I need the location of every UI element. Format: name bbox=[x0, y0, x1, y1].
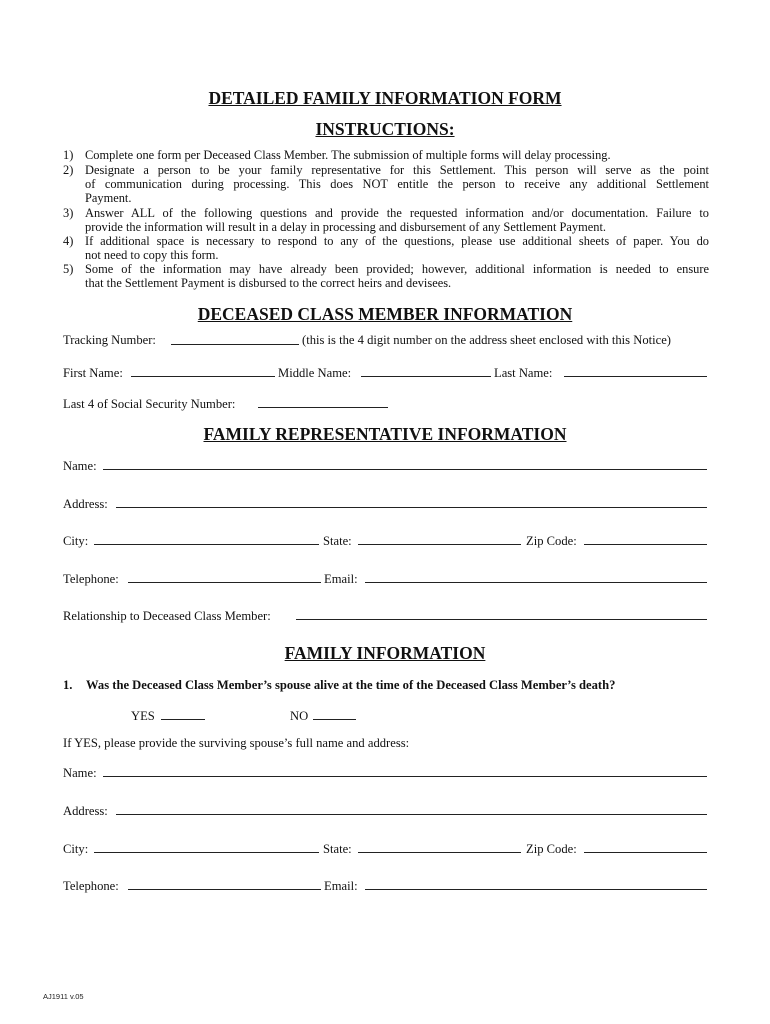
rep-state-field[interactable] bbox=[358, 544, 521, 545]
tracking-number-note: (this is the 4 digit number on the address sheet enclosed with this Notice) bbox=[302, 333, 671, 347]
ssn-label: Last 4 of Social Security Number: bbox=[63, 397, 236, 411]
instruction-line: Answer ALL of the following questions and provide the requested information and/or documentation. Failure to bbox=[85, 206, 709, 220]
spouse-zip-field[interactable] bbox=[584, 852, 707, 853]
middle-name-label: Middle Name: bbox=[278, 366, 352, 380]
rep-state-label: State: bbox=[323, 534, 352, 548]
instruction-number: 1) bbox=[63, 148, 74, 162]
instruction-line: that the Settlement Payment is disbursed to the correct heirs and devisees. bbox=[85, 276, 452, 291]
ssn-field[interactable] bbox=[258, 407, 388, 408]
spouse-telephone-label: Telephone: bbox=[63, 879, 119, 893]
rep-city-field[interactable] bbox=[94, 544, 319, 545]
representative-section-heading: FAMILY REPRESENTATIVE INFORMATION bbox=[203, 424, 567, 444]
instruction-line: If additional space is necessary to respond to any of the questions, please use additional sheets of paper. You do bbox=[85, 234, 709, 248]
instruction-text bbox=[85, 163, 709, 206]
form-version-code: AJ1911 v.05 bbox=[43, 992, 84, 1001]
instructions-heading: INSTRUCTIONS: bbox=[315, 119, 455, 139]
instruction-number: 4) bbox=[63, 234, 74, 248]
instruction-line: Complete one form per Deceased Class Member. The submission of multiple forms will delay processing. bbox=[85, 148, 611, 162]
form-title: DETAILED FAMILY INFORMATION FORM bbox=[208, 88, 562, 108]
rep-city-label: City: bbox=[63, 534, 89, 548]
spouse-no-field[interactable] bbox=[313, 719, 356, 720]
instruction-text bbox=[85, 262, 709, 290]
spouse-address-field[interactable] bbox=[116, 814, 707, 815]
first-name-field[interactable] bbox=[131, 376, 275, 377]
rep-name-label: Name: bbox=[63, 459, 97, 473]
instruction-text bbox=[85, 206, 709, 234]
spouse-city-field[interactable] bbox=[94, 852, 319, 853]
instruction-line: not need to copy this form. bbox=[85, 248, 219, 263]
instruction-line: Some of the information may have already been provided; however, additional information is needed to ensure bbox=[85, 262, 709, 276]
tracking-number-label: Tracking Number: bbox=[63, 333, 156, 347]
spouse-name-label: Name: bbox=[63, 766, 97, 780]
instruction-line: of communication during processing. This does NOT entitle the person to receive any additional Settlement bbox=[85, 177, 709, 192]
rep-telephone-label: Telephone: bbox=[63, 572, 119, 586]
rep-zip-label: Zip Code: bbox=[526, 534, 577, 548]
spouse-telephone-field[interactable] bbox=[128, 889, 321, 890]
spouse-state-label: State: bbox=[323, 842, 352, 856]
spouse-address-label: Address: bbox=[63, 804, 108, 818]
deceased-section-heading: DECEASED CLASS MEMBER INFORMATION bbox=[197, 304, 573, 324]
last-name-field[interactable] bbox=[564, 376, 707, 377]
spouse-state-field[interactable] bbox=[358, 852, 521, 853]
spouse-yes-label: YES bbox=[131, 709, 155, 723]
question-1-number: 1. bbox=[63, 678, 73, 692]
instruction-line: provide the information will result in a delay in processing and disbursement of any Settlement Payment. bbox=[85, 220, 606, 235]
family-section-heading: FAMILY INFORMATION bbox=[284, 643, 486, 663]
rep-telephone-field[interactable] bbox=[128, 582, 321, 583]
instruction-text bbox=[85, 234, 709, 262]
last-name-label: Last Name: bbox=[494, 366, 553, 380]
rep-email-field[interactable] bbox=[365, 582, 707, 583]
instruction-number: 2) bbox=[63, 163, 74, 177]
instruction-number: 3) bbox=[63, 206, 74, 220]
spouse-email-label: Email: bbox=[324, 879, 358, 893]
tracking-number-field[interactable] bbox=[171, 344, 299, 345]
spouse-no-label: NO bbox=[290, 709, 309, 723]
rep-zip-field[interactable] bbox=[584, 544, 707, 545]
question-1-text: Was the Deceased Class Member’s spouse alive at the time of the Deceased Class Member’s death? bbox=[86, 678, 616, 692]
instruction-line: Payment. bbox=[85, 191, 132, 206]
rep-email-label: Email: bbox=[324, 572, 358, 586]
first-name-label: First Name: bbox=[63, 366, 123, 380]
spouse-zip-label: Zip Code: bbox=[526, 842, 577, 856]
instructions-list bbox=[63, 148, 710, 293]
rep-address-label: Address: bbox=[63, 497, 108, 511]
spouse-name-field[interactable] bbox=[103, 776, 707, 777]
rep-address-field[interactable] bbox=[116, 507, 707, 508]
rep-relationship-label: Relationship to Deceased Class Member: bbox=[63, 609, 271, 623]
if-yes-instruction: If YES, please provide the surviving spouse’s full name and address: bbox=[63, 736, 410, 750]
instruction-line: Designate a person to be your family representative for this Settlement. This person will serve as the point bbox=[85, 163, 709, 177]
rep-name-field[interactable] bbox=[103, 469, 707, 470]
spouse-email-field[interactable] bbox=[365, 889, 707, 890]
instruction-number: 5) bbox=[63, 262, 74, 276]
spouse-city-label: City: bbox=[63, 842, 89, 856]
instruction-text bbox=[85, 148, 709, 162]
middle-name-field[interactable] bbox=[361, 376, 491, 377]
spouse-yes-field[interactable] bbox=[161, 719, 205, 720]
rep-relationship-field[interactable] bbox=[296, 619, 707, 620]
